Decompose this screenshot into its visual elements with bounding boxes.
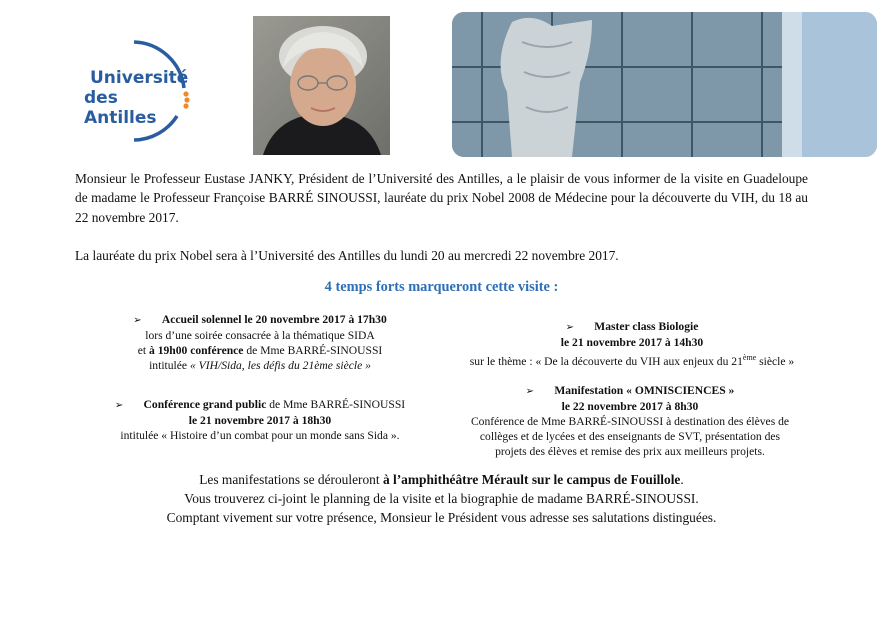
event-line-prefix: et <box>137 344 149 357</box>
portrait-photo <box>253 16 390 155</box>
event-line-prefix: intitulée <box>149 359 190 372</box>
event-conference <box>92 397 428 443</box>
arrow-bullet-icon: ➢ <box>525 386 535 397</box>
event-line: lors d’une soirée consacrée à la thématique SIDA <box>145 329 375 342</box>
event-title: Manifestation « OMNISCIENCES » <box>554 384 735 397</box>
event-date: le 21 novembre 2017 à 18h30 <box>188 414 332 427</box>
event-theme-suffix: siècle » <box>756 354 795 368</box>
event-description-3: projets des élèves et remise des prix aux meilleurs projets. <box>495 445 765 458</box>
event-accueil <box>100 312 420 373</box>
closing-line-3: Comptant vivement sur votre présence, Monsieur le Président vous adresse ses salutations distinguées. <box>166 510 717 526</box>
closing-venue: à l’amphithéâtre Mérault sur le campus de Fouillole <box>382 472 681 487</box>
event-description-1: Conférence de Mme BARRÉ-SINOUSSI à destination des élèves de <box>470 415 790 428</box>
event-talk-title: « VIH/Sida, les défis du 21ème siècle » <box>189 359 371 372</box>
event-title: Conférence grand public <box>143 398 267 411</box>
event-date: le 21 novembre 2017 à 14h30 <box>560 336 704 349</box>
event-line-suffix: de Mme BARRÉ-SINOUSSI <box>243 344 383 357</box>
event-title: Accueil solennel le 20 novembre 2017 à 17h30 <box>161 313 387 326</box>
logo-line-1: Université <box>90 68 189 88</box>
event-description: intitulée « Histoire d’un combat pour un monde sans Sida ». <box>120 429 400 442</box>
closing-line-2: Vous trouverez ci-joint le planning de la visite et la biographie de madame BARRÉ-SINOUSSI. <box>184 491 699 507</box>
event-theme-sup: ème <box>742 353 757 362</box>
closing-prefix: Les manifestations se dérouleront <box>199 472 383 487</box>
event-line-bold: à 19h00 conférence <box>149 344 244 357</box>
event-manifestation <box>440 383 820 459</box>
closing-section <box>0 470 883 528</box>
event-theme: sur le thème : « De la découverte du VIH aux enjeux du 21 <box>469 354 743 368</box>
arrow-bullet-icon: ➢ <box>133 315 142 326</box>
university-logo <box>72 36 192 146</box>
event-description-2: collèges et de lycées et des enseignants de SVT, présentation des <box>479 430 781 443</box>
event-date: le 22 novembre 2017 à 8h30 <box>561 400 699 413</box>
intro-paragraph-2: La lauréate du prix Nobel sera à l’Université des Antilles du lundi 20 au mercredi 22 novembre 2017. <box>75 248 619 263</box>
event-title: Master class Biologie <box>594 320 699 333</box>
highlights-heading: 4 temps forts marqueront cette visite : <box>324 279 559 295</box>
statue-photo <box>452 12 877 157</box>
arrow-bullet-icon: ➢ <box>565 322 574 333</box>
logo-line-2: des Antilles <box>84 88 157 128</box>
event-title-suffix: de Mme BARRÉ-SINOUSSI <box>266 398 406 411</box>
event-masterclass <box>442 319 822 369</box>
intro-paragraph-1: Monsieur le Professeur Eustase JANKY, Président de l’Université des Antilles, a le plaisir de vous informer de la visite en Guadeloupe de madame le Professeur Françoise BARRÉ SINOUSSI, lauréate du prix Nobel 2008 de Médecine pour la découverte du VIH, du 18 au 22 novembre 2017. <box>75 171 808 225</box>
closing-suffix: . <box>680 472 684 487</box>
arrow-bullet-icon: ➢ <box>114 400 124 411</box>
